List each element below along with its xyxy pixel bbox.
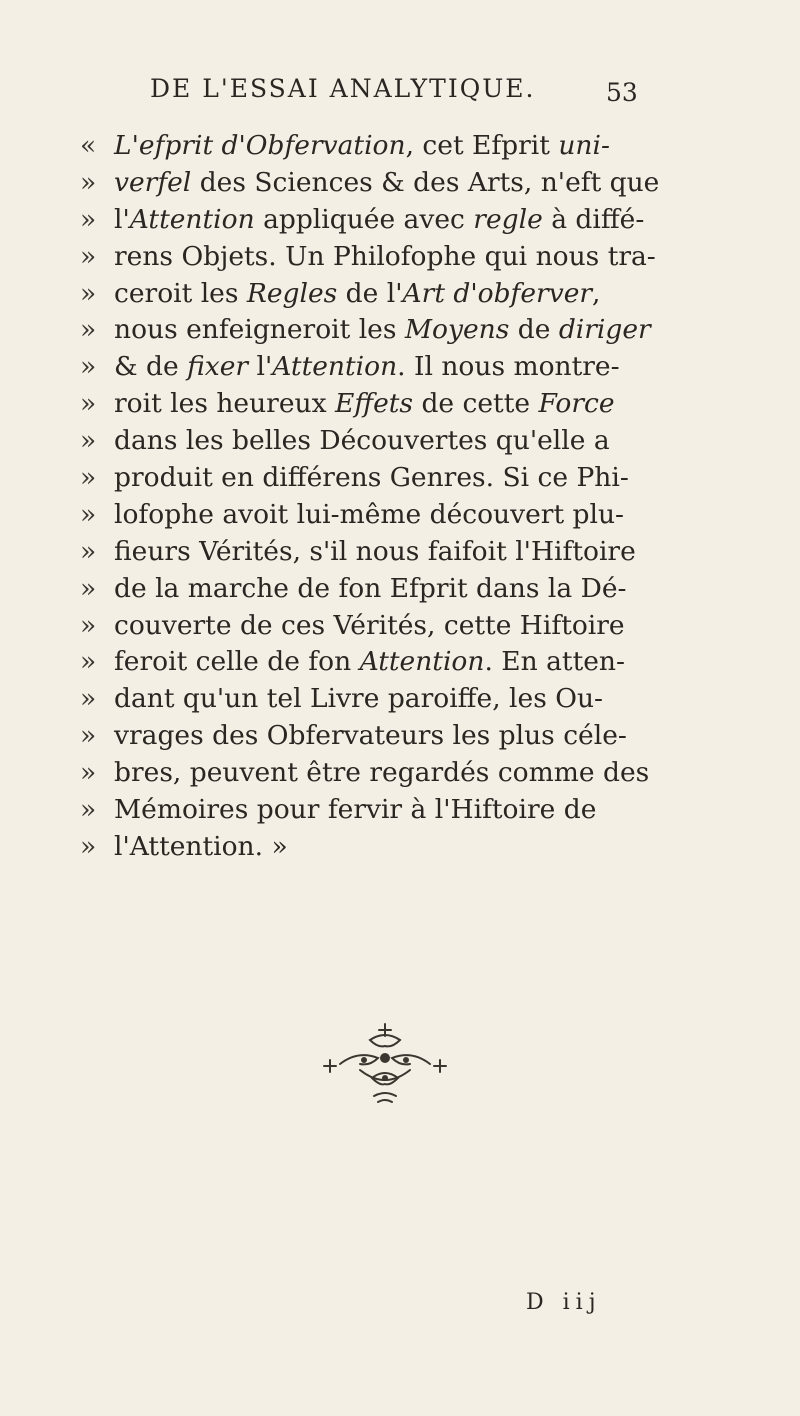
italic-text: Effets — [334, 388, 414, 420]
quote-mark: » — [80, 498, 97, 530]
quote-mark: » — [80, 794, 97, 826]
text-line — [80, 128, 692, 165]
quote-mark: » — [80, 720, 97, 752]
roman-text: roit les heureux — [114, 388, 335, 420]
text-line — [80, 276, 692, 313]
roman-text: de la marche de fon Efprit dans la Dé- — [114, 572, 627, 604]
roman-text: . Il nous montre- — [397, 351, 620, 383]
text-line — [80, 681, 692, 718]
italic-text: Attention — [129, 203, 255, 235]
roman-text: à diffé- — [542, 203, 645, 235]
roman-text: produit en différens Genres. Si ce Phi- — [114, 462, 629, 494]
roman-text: vrages des Obfervateurs les plus céle- — [114, 720, 627, 752]
italic-text: Attention — [272, 351, 398, 383]
text-line — [80, 423, 692, 460]
roman-text: rens Objets. Un Philofophe qui nous tra- — [114, 240, 656, 272]
quote-mark: » — [80, 683, 97, 715]
roman-text: couverte de ces Vérités, cette Hiftoire — [114, 609, 625, 641]
italic-text: diriger — [558, 314, 651, 346]
roman-text: Mémoires pour fervir à l'Hiftoire de — [114, 794, 597, 826]
italic-text: Moyens — [404, 314, 510, 346]
running-title: DE L'ESSAI ANALYTIQUE. — [150, 74, 536, 103]
text-line — [80, 460, 692, 497]
quote-mark: » — [80, 609, 97, 641]
italic-text: regle — [473, 203, 543, 235]
quote-mark: « — [80, 130, 97, 161]
roman-text: nous enfeigneroit les — [114, 314, 405, 346]
text-line — [80, 386, 692, 423]
quote-mark: » — [80, 425, 97, 457]
text-line — [80, 718, 692, 755]
roman-text: appliquée avec — [254, 203, 474, 235]
text-line — [80, 792, 692, 829]
text-line — [80, 571, 692, 608]
italic-text: Force — [538, 388, 615, 420]
quote-mark: » — [80, 203, 97, 235]
roman-text: bres, peuvent être regardés comme des — [114, 757, 650, 789]
roman-text: , cet Efprit — [405, 130, 559, 161]
quote-mark: » — [80, 830, 97, 862]
text-line — [80, 497, 692, 534]
text-line — [80, 608, 692, 645]
quote-mark: » — [80, 240, 97, 272]
roman-text: l' — [114, 203, 130, 235]
quote-mark: » — [80, 646, 97, 678]
roman-text: lofophe avoit lui-même découvert plu- — [114, 498, 624, 530]
text-line — [80, 239, 692, 276]
roman-text: l' — [248, 351, 273, 383]
roman-text: feroit celle de fon — [114, 646, 360, 678]
roman-text: des Sciences & des Arts, n'eft que — [191, 166, 660, 198]
roman-text: fieurs Vérités, s'il nous faifoit l'Hiftoire — [114, 535, 636, 567]
text-line — [80, 829, 692, 866]
quote-mark: » — [80, 757, 97, 789]
roman-text: de — [509, 314, 559, 346]
quote-mark: » — [80, 314, 97, 346]
roman-text: ceroit les — [114, 277, 247, 309]
text-line — [80, 349, 692, 386]
roman-text: de l' — [337, 277, 403, 309]
roman-text: l'Attention. » — [114, 830, 288, 862]
text-line — [80, 202, 692, 239]
text-line — [80, 755, 692, 792]
italic-text: Regles — [246, 277, 338, 309]
quote-mark: » — [80, 462, 97, 494]
quoted-paragraph — [80, 128, 692, 866]
quote-mark: » — [80, 277, 97, 309]
text-line — [80, 312, 692, 349]
italic-text: uni- — [558, 130, 610, 161]
quote-mark: » — [80, 388, 97, 420]
text-line — [80, 534, 692, 571]
quote-mark: » — [80, 572, 97, 604]
roman-text: de cette — [413, 388, 539, 420]
roman-text: . En atten- — [484, 646, 625, 678]
italic-text: Attention — [359, 646, 485, 678]
roman-text: dant qu'un tel Livre paroiffe, les Ou- — [114, 683, 603, 715]
italic-text: verfel — [114, 166, 192, 198]
quote-mark: » — [80, 351, 97, 383]
roman-text: dans les belles Découvertes qu'elle a — [114, 425, 610, 457]
text-line — [80, 644, 692, 681]
roman-text: & de — [114, 351, 188, 383]
italic-text: Art d'obferver — [402, 277, 593, 309]
quote-mark: » — [80, 166, 97, 198]
quote-mark: » — [80, 535, 97, 567]
italic-text: fixer — [187, 351, 249, 383]
italic-text: L'efprit d'Obfervation — [114, 130, 406, 161]
fleuron-ornament-icon — [300, 1020, 470, 1110]
roman-text: , — [592, 277, 601, 309]
signature-mark: D iij — [526, 1290, 602, 1315]
page-number: 53 — [606, 78, 638, 107]
text-line — [80, 165, 692, 202]
